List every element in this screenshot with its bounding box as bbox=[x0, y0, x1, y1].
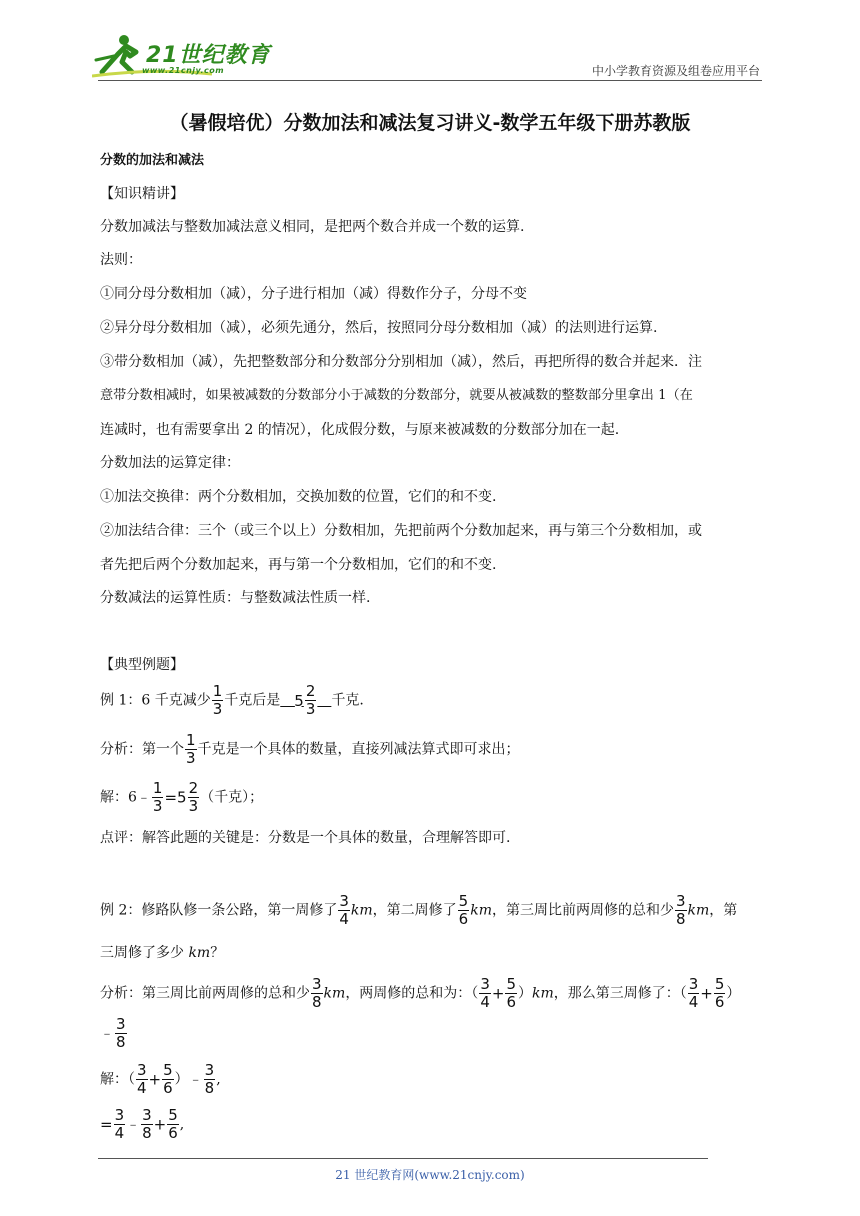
section-title: 分数的加法和减法 bbox=[100, 153, 205, 168]
fraction: $\frac{1}{3}$ bbox=[186, 731, 196, 767]
logo-text: 21世纪教育 bbox=[146, 43, 271, 68]
example-1-solution: 解：6﹣ $\frac{1}{3}$ =5 $\frac{2}{3}$ （千克）； bbox=[100, 779, 264, 815]
example-2-solution-line2: = $\frac{3}{4}$ ﹣ $\frac{3}{8}$ + $\frac{5}{6}$ , bbox=[100, 1106, 185, 1142]
law-2-line2: 者先把后两个分数加起来，再与第一个分数相加，它们的和不变. bbox=[100, 557, 497, 573]
knowledge-heading: 【知识精讲】 bbox=[100, 186, 184, 202]
fraction: $\frac{1}{3}$ bbox=[152, 779, 163, 815]
footer-divider bbox=[98, 1158, 708, 1159]
platform-name: 中小学教育资源及组卷应用平台 bbox=[591, 64, 760, 78]
examples-heading: 【典型例题】 bbox=[100, 657, 184, 673]
law-1: ①加法交换律：两个分数相加，交换加数的位置，它们的和不变. bbox=[100, 489, 497, 505]
fraction: $\frac{5}{6}$ bbox=[458, 892, 469, 928]
rule-1: ①同分母分数相加（减），分子进行相加（减）得数作分子，分母不变 bbox=[100, 286, 527, 302]
header-divider bbox=[98, 80, 762, 81]
subtraction-property: 分数减法的运算性质：与整数减法性质一样. bbox=[100, 590, 371, 606]
example-1-comment: 点评：解答此题的关键是：分数是一个具体的数量，合理解答即可. bbox=[100, 830, 511, 846]
page-header bbox=[0, 0, 860, 90]
law-label: 分数加法的运算定律： bbox=[100, 455, 240, 471]
law-2-line1: ②加法结合律：三个（或三个以上）分数相加，先把前两个分数加起来，再与第三个分数相加，或 bbox=[100, 523, 702, 539]
answer-blank: 5 $\frac{2}{3}$ bbox=[294, 682, 316, 718]
rules-label: 法则： bbox=[100, 252, 142, 268]
fraction: $\frac{3}{8}$ bbox=[675, 892, 686, 928]
example-2-question-line2: 三周修了多少 km？ bbox=[100, 945, 225, 961]
example-1-analysis: 分析：第一个 $\frac{1}{3}$ 千克是一个具体的数量，直接列减法算式即可求出； bbox=[100, 731, 520, 767]
logo-url: www.21cnjy.com bbox=[142, 66, 225, 75]
example-1-question: 例 1：6 千克减少 $\frac{1}{3}$ 千克后是 5 $\frac{2}{3}$ 千克. bbox=[100, 682, 364, 718]
rule-2: ②异分母分数相加（减），必须先通分，然后，按照同分母分数相加（减）的法则进行运算. bbox=[100, 320, 658, 336]
fraction: $\frac{3}{4}$ bbox=[339, 892, 349, 928]
page-footer: 21 世纪教育网(www.21cnjy.com) bbox=[335, 1168, 525, 1182]
example-2-question-line1: 例 2：修路队修一条公路，第一周修了 $\frac{3}{4}$ km，第二周修了 $\frac{5}{6}$ km，第三周比前两周修的总和少 $\frac{3}{8}$ km，第 bbox=[100, 892, 738, 928]
fraction: $\frac{1}{3}$ bbox=[212, 682, 223, 718]
page-title: （暑假培优）分数加法和减法复习讲义-数学五年级下册苏教版 bbox=[169, 112, 691, 134]
example-2-solution-line1: 解：（ $\frac{3}{4}$ + $\frac{5}{6}$ ）﹣ $\frac{3}{8}$ , bbox=[100, 1061, 221, 1097]
rule-3-line3: 连减时，也有需要拿出 2 的情况），化成假分数，与原来被减数的分数部分加在一起. bbox=[100, 422, 620, 438]
fraction: $\frac{2}{3}$ bbox=[188, 779, 199, 815]
knowledge-intro: 分数加减法与整数加减法意义相同，是把两个数合并成一个数的运算. bbox=[100, 219, 525, 235]
rule-3-line2: 意带分数相减时，如果被减数的分数部分小于减数的分数部分，就要从被减数的整数部分里拿出 1（在 bbox=[100, 388, 693, 403]
example-2-analysis-cont: ﹣ $\frac{3}{8}$ bbox=[100, 1015, 126, 1051]
example-2-analysis: 分析：第三周比前两周修的总和少 $\frac{3}{8}$ km，两周修的总和为：（ $\frac{3}{4}$ + $\frac{5}{6}$ ）km，那么第三周修了：（ $\frac{3}{4}$ + $\frac{5}{6}$ ） bbox=[100, 975, 741, 1011]
rule-3-line1: ③带分数相加（减），先把整数部分和分数部分分别相加（减），然后，再把所得的数合并起来．注 bbox=[100, 354, 702, 370]
